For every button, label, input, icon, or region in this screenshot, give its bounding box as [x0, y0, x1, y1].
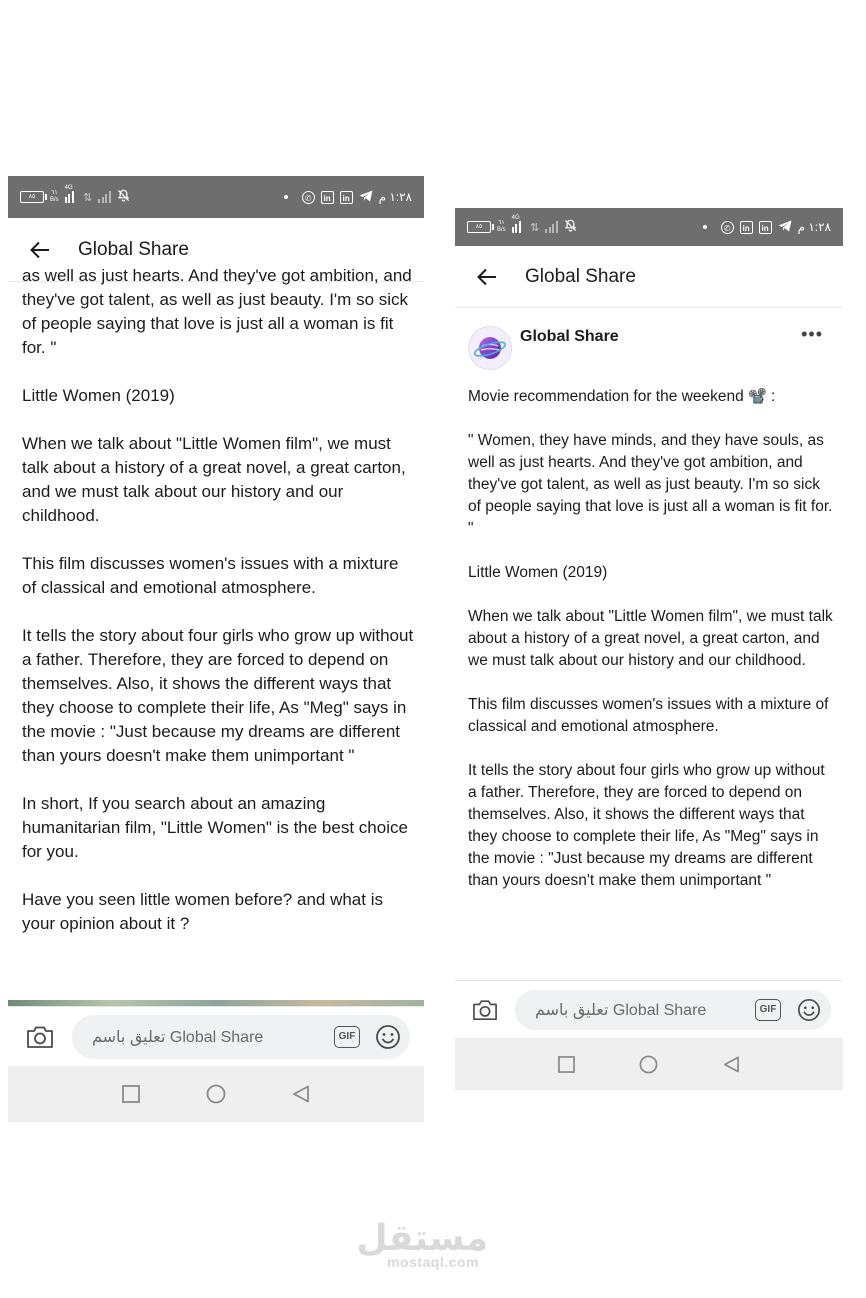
smiley-icon[interactable]: [795, 996, 823, 1024]
signal-icon: [511, 215, 525, 233]
comment-composer: [455, 980, 843, 1038]
telegram-icon: [778, 220, 792, 235]
nav-triangle-icon[interactable]: [290, 1083, 312, 1105]
whatsapp-icon: ✆: [721, 221, 734, 234]
watermark: [356, 1217, 488, 1270]
signal-icon: [64, 185, 78, 203]
post-paragraph: " Women, they have minds, and they have souls, as well as just hearts. And they've got ambition, and they've got talent, as well as just beauty. I'm so sick of people saying that love is just all a woman is fit for. ": [468, 432, 833, 537]
data-arrows-icon: ⇅: [530, 221, 540, 234]
comment-placeholder: تعليق باسم Global Share: [535, 1001, 707, 1019]
watermark-arabic: مستقل: [356, 1217, 488, 1258]
battery-icon: ٨٥: [467, 221, 491, 233]
comment-input[interactable]: [72, 1015, 410, 1059]
post-body: [468, 386, 833, 892]
composer-actions: [334, 1023, 402, 1051]
signal-secondary-icon: [98, 191, 111, 203]
clock: ١:٢٨ م: [797, 220, 831, 234]
gif-icon[interactable]: GIF: [755, 999, 781, 1021]
composer-actions: [755, 996, 823, 1024]
comment-input[interactable]: [515, 990, 831, 1030]
post-paragraph: Little Women (2019): [22, 386, 175, 405]
post-content: [468, 308, 833, 980]
status-right: [703, 220, 831, 235]
status-bar: [8, 176, 424, 218]
signal-secondary-icon: [545, 221, 558, 233]
nav-circle-icon[interactable]: [205, 1083, 227, 1105]
status-left: [20, 185, 130, 205]
linkedin-icon: in: [321, 191, 334, 204]
post-intro: [468, 386, 833, 408]
network-speed: ٦١ B/s: [50, 190, 59, 203]
page-title: Global Share: [525, 265, 636, 287]
system-nav-bar: [8, 1066, 424, 1122]
right-phone-screen: [455, 208, 843, 1090]
status-right: [284, 190, 412, 205]
mute-bell-icon: [564, 219, 577, 235]
back-arrow-icon[interactable]: [475, 265, 499, 289]
more-dots-icon[interactable]: •••: [801, 324, 823, 344]
nav-square-icon[interactable]: [120, 1083, 142, 1105]
post-paragraph: It tells the story about four girls who grow up without a father. Therefore, they are forced to depend on themselves. Also, it shows the different ways that they choose to complete their life, As "Meg" says in the movie : "Just because my dreams are different than yours doesn't make them unimportant ": [22, 626, 414, 765]
post-paragraph: This film discusses women's issues with a mixture of classical and emotional atmosphere.: [468, 696, 829, 735]
avatar[interactable]: [468, 326, 512, 370]
linkedin-icon: in: [759, 221, 772, 234]
status-bar: [455, 208, 843, 246]
page-title: Global Share: [78, 238, 189, 260]
watermark-latin: mostaql.com: [387, 1254, 479, 1270]
post-paragraph: This film discusses women's issues with a mixture of classical and emotional atmosphere.: [22, 554, 399, 597]
clock: ١:٢٨ م: [378, 190, 412, 204]
status-left: [467, 215, 577, 235]
post-body: [22, 264, 414, 936]
left-phone-screen: [8, 176, 424, 1122]
network-type: 4G: [511, 215, 520, 221]
post-paragraph: It tells the story about four girls who grow up without a father. Therefore, they are forced to depend on themselves. Also, it shows the different ways that they choose to complete their life, As "Meg" says in the movie : "Just because my dreams are different than yours doesn't make them unimportant ": [468, 762, 825, 889]
network-type: 4G: [64, 185, 73, 191]
app-bar: [455, 246, 843, 308]
post-paragraph: Have you seen little women before? and what is your opinion about it ?: [22, 890, 383, 933]
comment-composer: [8, 1006, 424, 1066]
post-paragraph: as well as just hearts. And they've got ambition, and they've got talent, as well as just beauty. I'm so sick of people saying that love is just all a woman is fit for. ": [22, 266, 412, 357]
post-paragraph: When we talk about "Little Women film", we must talk about a history of a great novel, a great carton, and we must talk about our history and our childhood.: [468, 608, 833, 669]
post-content: [22, 266, 414, 1001]
gif-icon[interactable]: GIF: [334, 1026, 360, 1048]
film-projector-icon: 📽️: [748, 388, 767, 405]
post-paragraph: When we talk about "Little Women film", we must talk about a history of a great novel, a great carton, and we must talk about our history and our childhood.: [22, 434, 406, 525]
post-author[interactable]: Global Share: [520, 328, 619, 345]
notification-dot: [284, 195, 288, 199]
post-paragraph: Little Women (2019): [468, 564, 608, 581]
post-header: [468, 308, 833, 386]
whatsapp-icon: ✆: [302, 191, 315, 204]
battery-icon: ٨٥: [20, 191, 44, 203]
mute-bell-icon: [117, 189, 130, 205]
telegram-icon: [359, 190, 373, 205]
data-arrows-icon: ⇅: [83, 191, 93, 204]
nav-circle-icon[interactable]: [638, 1053, 660, 1075]
nav-triangle-icon[interactable]: [721, 1053, 743, 1075]
camera-icon[interactable]: [469, 994, 501, 1026]
back-arrow-icon[interactable]: [28, 238, 52, 262]
camera-icon[interactable]: [24, 1021, 56, 1053]
smiley-icon[interactable]: [374, 1023, 402, 1051]
system-nav-bar: [455, 1038, 843, 1090]
comment-placeholder: تعليق باسم Global Share: [92, 1028, 264, 1046]
notification-dot: [703, 225, 707, 229]
post-paragraph: In short, If you search about an amazing humanitarian film, "Little Women" is the best choice for you.: [22, 794, 408, 861]
nav-square-icon[interactable]: [555, 1053, 577, 1075]
intro-suffix: :: [766, 388, 776, 405]
intro-text: Movie recommendation for the weekend: [468, 388, 744, 405]
linkedin-icon: in: [340, 191, 353, 204]
network-speed: ٦١ B/s: [497, 220, 506, 233]
linkedin-icon: in: [740, 221, 753, 234]
